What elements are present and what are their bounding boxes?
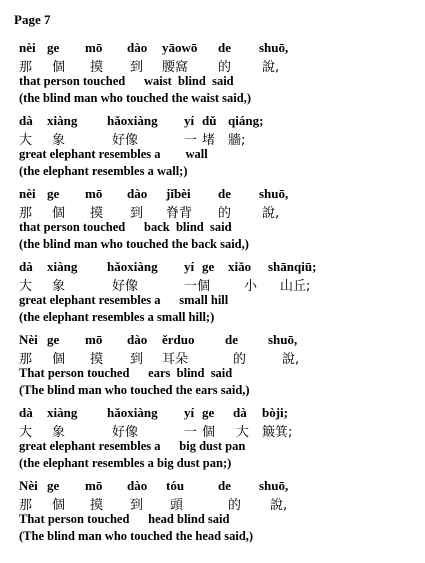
chinese-word: 說, — [270, 498, 288, 513]
pinyin-word: xiàng — [47, 259, 78, 274]
chinese-word: 大 — [19, 279, 33, 294]
pinyin-word: hǎoxiàng — [107, 259, 158, 274]
english-translation: (The blind man who touched the ears said,) — [19, 383, 250, 397]
english-gloss: great elephant resembles a wall — [19, 147, 208, 161]
chinese-word: 摸 — [90, 206, 104, 221]
chinese-word: 象 — [52, 133, 66, 148]
pinyin-line — [0, 186, 425, 202]
chinese-word: 到 — [130, 352, 144, 367]
chinese-word: 大 — [19, 425, 33, 440]
pinyin-word: dào — [127, 478, 148, 493]
chinese-word: 的 — [228, 498, 242, 513]
pinyin-word: hǎoxiàng — [107, 113, 158, 128]
chinese-line — [0, 129, 425, 148]
pinyin-line — [0, 113, 425, 129]
chinese-word: 那 — [19, 352, 33, 367]
english-gloss: that person touched back blind said — [19, 220, 232, 234]
chinese-line — [0, 56, 425, 75]
pinyin-word: mō — [85, 186, 103, 201]
pinyin-word: ge — [47, 40, 60, 55]
pinyin-word: xiàng — [47, 113, 78, 128]
pinyin-word: ge — [47, 186, 60, 201]
chinese-word: 好像 — [112, 133, 139, 148]
chinese-word: 那 — [19, 498, 33, 513]
pinyin-word: dà — [19, 259, 33, 274]
chinese-word: 小 — [244, 279, 258, 294]
chinese-word: 那 — [19, 60, 33, 75]
pinyin-word: ge — [47, 478, 60, 493]
pinyin-word: dào — [127, 186, 148, 201]
english-gloss: great elephant resembles a small hill — [19, 293, 229, 307]
chinese-word: 牆; — [228, 133, 246, 148]
chinese-word: 那 — [19, 206, 33, 221]
chinese-word: 堵 — [202, 133, 216, 148]
english-translation: (the elephant resembles a wall;) — [19, 164, 188, 178]
pinyin-word: ěrduo — [162, 332, 195, 347]
pinyin-word: xiǎo — [228, 259, 252, 274]
pinyin-word: mō — [85, 332, 103, 347]
english-translation: (The blind man who touched the head said,) — [19, 529, 254, 543]
chinese-word: 象 — [52, 279, 66, 294]
chinese-word: 到 — [130, 60, 144, 75]
chinese-line — [0, 202, 425, 221]
chinese-line — [0, 421, 425, 440]
pinyin-line — [0, 332, 425, 348]
english-gloss: great elephant resembles a big dust pan — [19, 439, 246, 453]
chinese-word: 個 — [52, 60, 66, 75]
chinese-line — [0, 348, 425, 367]
page-number: Page 7 — [14, 12, 51, 27]
pinyin-word: bòji; — [262, 405, 288, 420]
chinese-word: 腰窩 — [162, 60, 189, 75]
pinyin-word: yí — [184, 113, 195, 128]
chinese-word: 山丘; — [280, 279, 311, 294]
pinyin-line — [0, 40, 425, 56]
pinyin-word: de — [218, 186, 231, 201]
chinese-word: 摸 — [90, 352, 104, 367]
chinese-word: 大 — [236, 425, 250, 440]
chinese-line — [0, 275, 425, 294]
chinese-word: 個 — [52, 352, 66, 367]
english-translation: (the blind man who touched the back said,) — [19, 237, 249, 251]
pinyin-word: nèi — [19, 40, 36, 55]
chinese-word: 耳朵 — [162, 352, 189, 367]
chinese-word: 一 — [184, 425, 198, 440]
pinyin-word: jǐbèi — [166, 186, 191, 201]
chinese-word: 一 — [184, 133, 198, 148]
chinese-word: 摸 — [90, 60, 104, 75]
pinyin-word: ge — [47, 332, 60, 347]
pinyin-word: xiàng — [47, 405, 78, 420]
pinyin-word: de — [218, 40, 231, 55]
english-gloss: That person touched ears blind said — [19, 366, 233, 380]
chinese-word: 好像 — [112, 425, 139, 440]
chinese-word: 好像 — [112, 279, 139, 294]
pinyin-word: yí — [184, 405, 195, 420]
chinese-word: 到 — [130, 206, 144, 221]
pinyin-word: shuō, — [259, 40, 289, 55]
chinese-word: 大 — [19, 133, 33, 148]
english-translation: (the elephant resembles a big dust pan;) — [19, 456, 232, 470]
chinese-word: 一個 — [184, 279, 211, 294]
pinyin-word: Nèi — [19, 478, 38, 493]
chinese-word: 個 — [202, 425, 216, 440]
chinese-word: 說, — [262, 206, 280, 221]
chinese-word: 個 — [52, 206, 66, 221]
chinese-line — [0, 494, 425, 513]
pinyin-line — [0, 478, 425, 494]
pinyin-word: Nèi — [19, 332, 38, 347]
chinese-word: 的 — [218, 60, 232, 75]
chinese-word: 個 — [52, 498, 66, 513]
english-translation: (the blind man who touched the waist said,) — [19, 91, 251, 105]
pinyin-word: mō — [85, 478, 103, 493]
pinyin-word: yí — [184, 259, 195, 274]
pinyin-word: yāowō — [162, 40, 198, 55]
pinyin-word: hǎoxiàng — [107, 405, 158, 420]
pinyin-word: nèi — [19, 186, 36, 201]
chinese-word: 頭 — [170, 498, 184, 513]
pinyin-word: shānqiū; — [268, 259, 317, 274]
pinyin-word: tóu — [166, 478, 185, 493]
pinyin-word: dào — [127, 40, 148, 55]
pinyin-word: qiáng; — [228, 113, 264, 128]
chinese-word: 摸 — [90, 498, 104, 513]
chinese-word: 象 — [52, 425, 66, 440]
pinyin-word: ge — [202, 259, 215, 274]
english-translation: (the elephant resembles a small hill;) — [19, 310, 215, 324]
chinese-word: 的 — [233, 352, 247, 367]
pinyin-word: dà — [19, 113, 33, 128]
pinyin-word: de — [218, 478, 231, 493]
english-gloss: that person touched waist blind said — [19, 74, 234, 88]
pinyin-word: dào — [127, 332, 148, 347]
pinyin-word: dà — [233, 405, 247, 420]
pinyin-word: mō — [85, 40, 103, 55]
pinyin-word: shuō, — [259, 478, 289, 493]
chinese-word: 到 — [130, 498, 144, 513]
chinese-word: 說, — [282, 352, 300, 367]
english-gloss: That person touched head blind said — [19, 512, 230, 526]
chinese-word: 說, — [262, 60, 280, 75]
pinyin-word: dǔ — [202, 113, 217, 128]
pinyin-word: shuō, — [259, 186, 289, 201]
chinese-word: 脊背 — [166, 206, 193, 221]
pinyin-word: ge — [202, 405, 215, 420]
pinyin-word: shuō, — [268, 332, 298, 347]
pinyin-word: de — [225, 332, 238, 347]
pinyin-line — [0, 259, 425, 275]
chinese-word: 簸箕; — [262, 425, 293, 440]
chinese-word: 的 — [218, 206, 232, 221]
pinyin-line — [0, 405, 425, 421]
pinyin-word: dà — [19, 405, 33, 420]
